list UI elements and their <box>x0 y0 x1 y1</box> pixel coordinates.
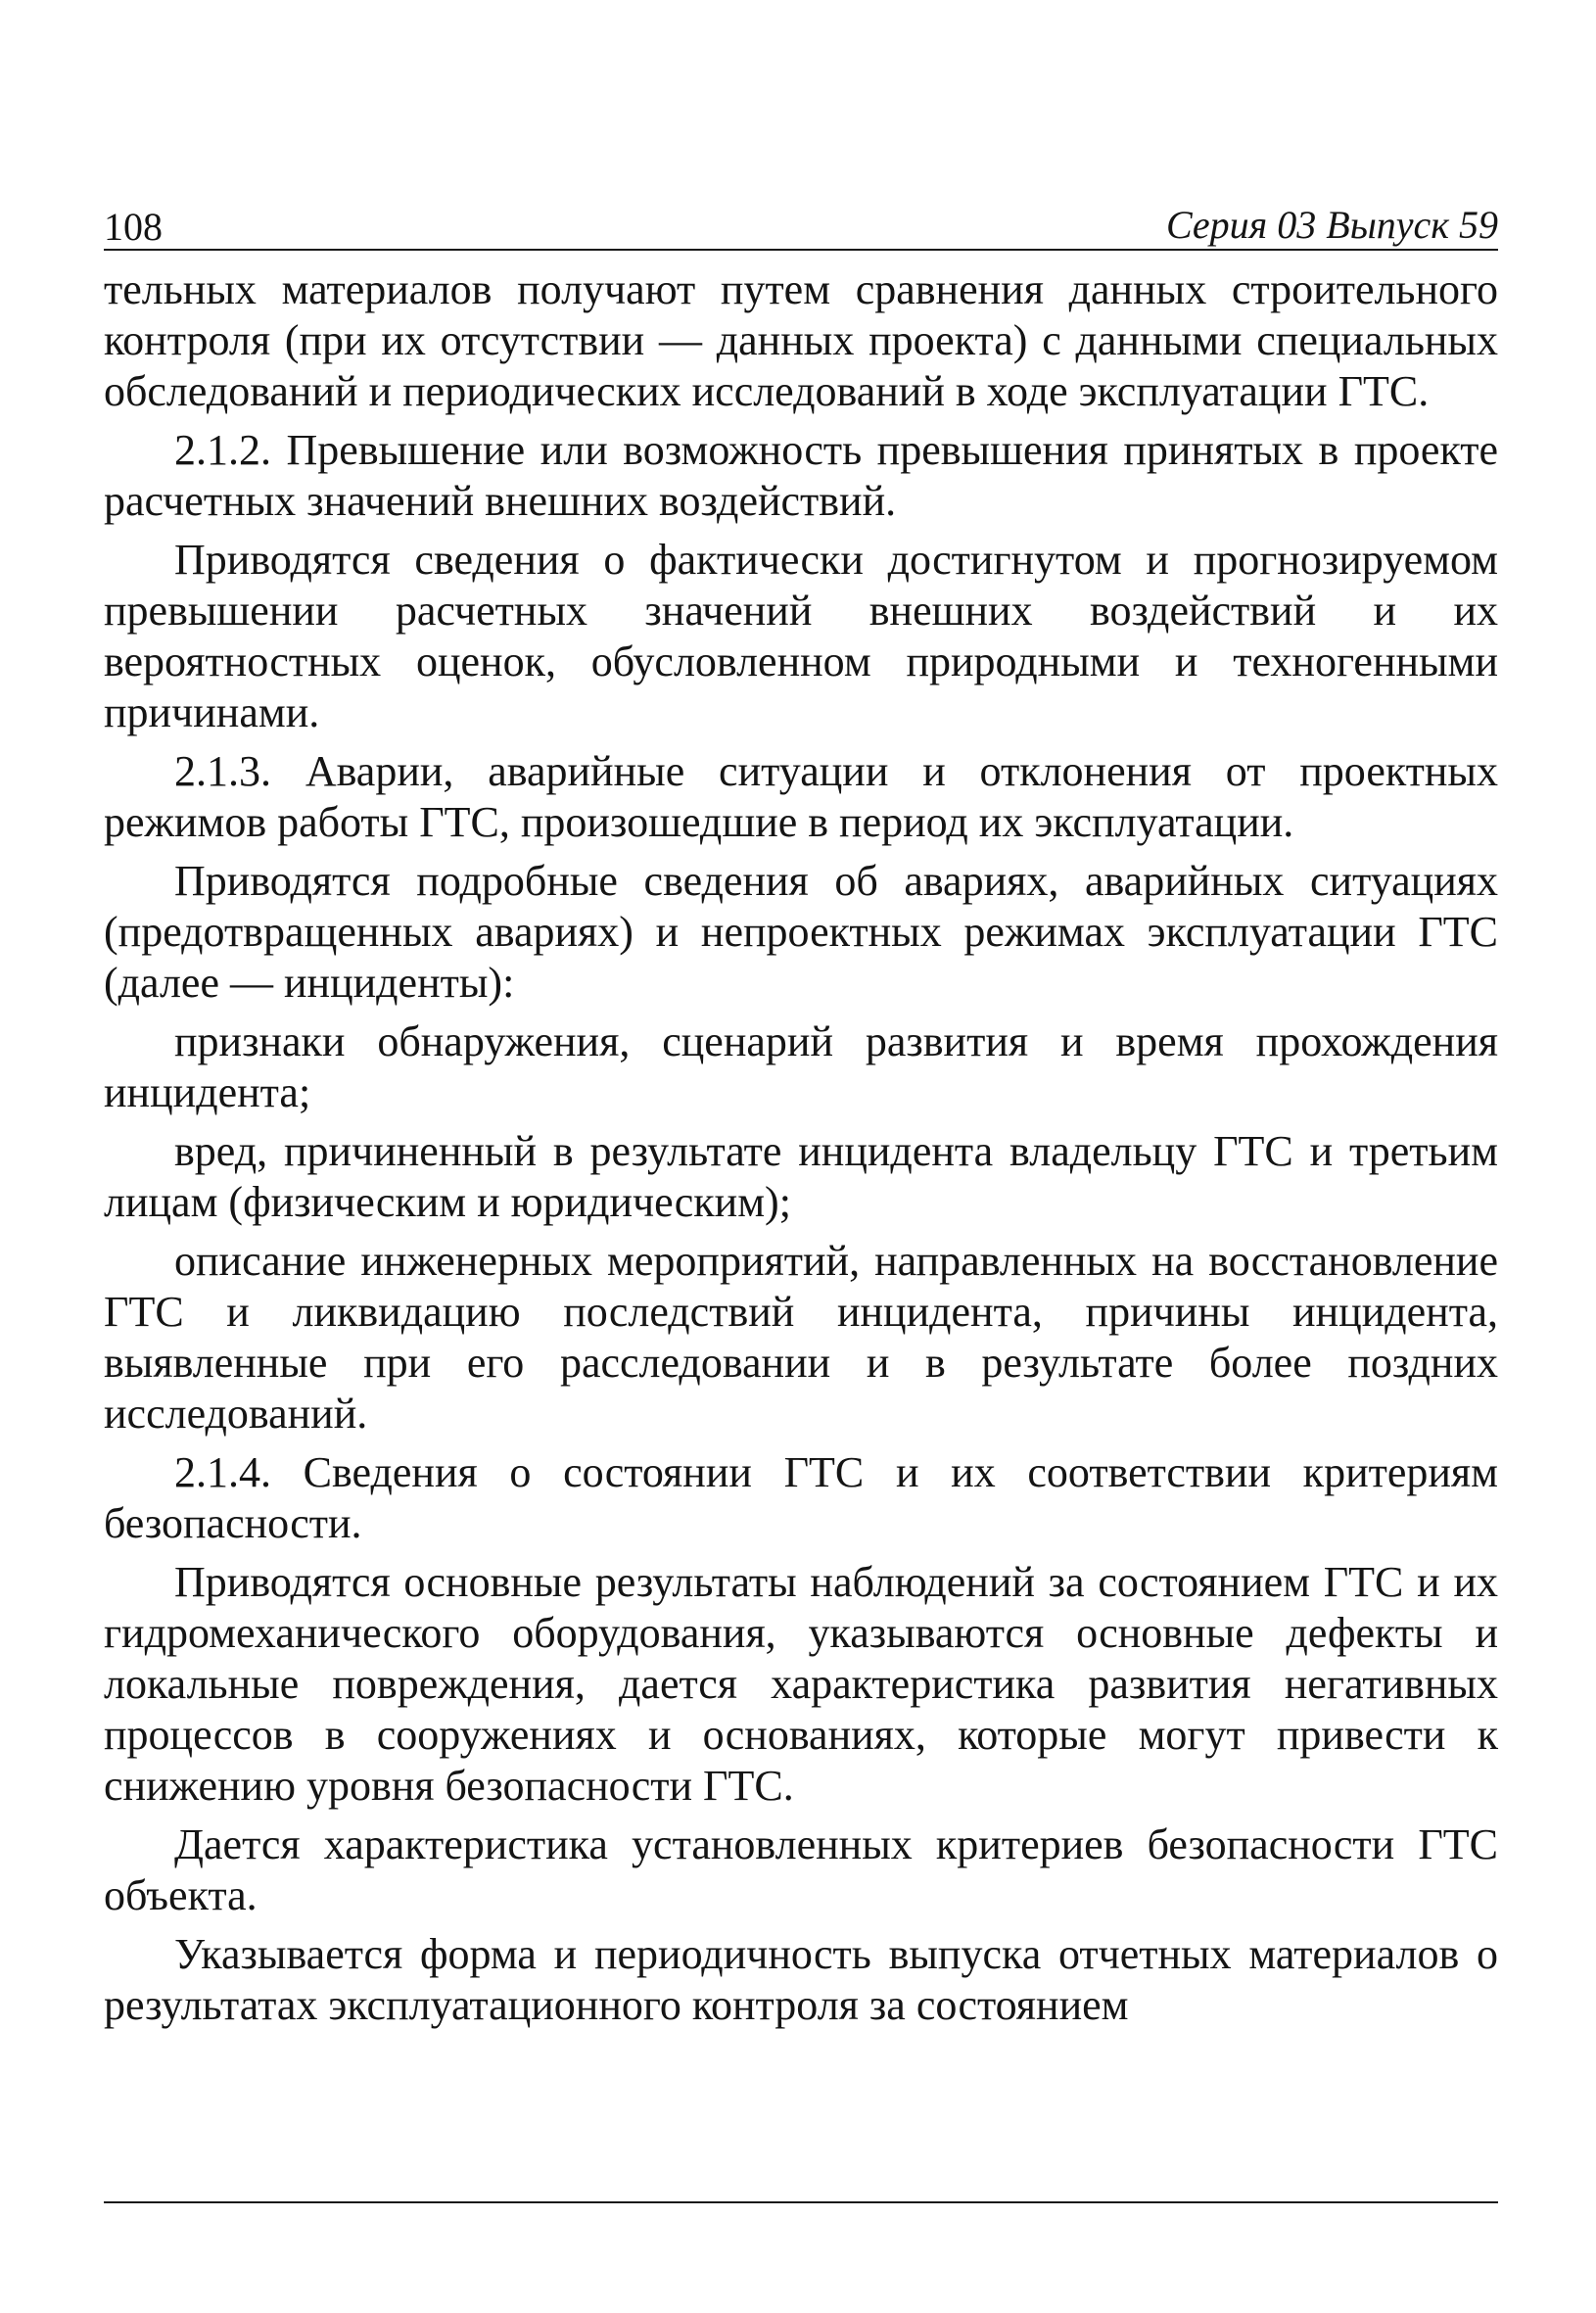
series-title: Серия 03 Выпуск 59 <box>1165 203 1498 247</box>
list-item: признаки обнаружения, сценарий развития и время прохождения инцидента; <box>104 1017 1498 1116</box>
list-item: описание инженерных мероприятий, направленных на восстановление ГТС и ликвидацию последствий инцидента, причины инцидента, выявленные при его расследовании и в результате более поздних исследований. <box>104 1237 1498 1438</box>
footer-rule <box>104 2201 1498 2203</box>
paragraph: Дается характеристика установленных критериев безопасности ГТС объекта. <box>104 1820 1498 1919</box>
section-heading-2-1-2: 2.1.2. Превышение или возможность превышения принятых в проекте расчетных значений внешних воздействий. <box>104 426 1498 525</box>
section-heading-2-1-4: 2.1.4. Сведения о состоянии ГТС и их соответствии критериям безопасности. <box>104 1448 1498 1547</box>
paragraph: Приводятся подробные сведения об авариях, аварийных ситуациях (предотвращенных авариях) и непроектных режимах эксплуатации ГТС (далее — инциденты): <box>104 857 1498 1007</box>
paragraph: Указывается форма и периодичность выпуска отчетных материалов о результатах эксплуатационного контроля за состоянием <box>104 1930 1498 2029</box>
page-number: 108 <box>104 205 163 249</box>
paragraph: Приводятся сведения о фактически достигнутом и прогнозируемом превышении расчетных значений внешних воздействий и их вероятностных оценок, обусловленном природными и техногенными причинами. <box>104 536 1498 736</box>
page-header <box>104 192 1498 251</box>
section-heading-2-1-3: 2.1.3. Аварии, аварийные ситуации и отклонения от проектных режимов работы ГТС, произошедшие в период их эксплуатации. <box>104 747 1498 846</box>
paragraph: тельных материалов получают путем сравнения данных строительного контроля (при их отсутствии — данных проекта) с данными специальных обследований и периодических исследований в ходе эксплуатации ГТС. <box>104 265 1498 415</box>
body-text <box>104 264 1498 2039</box>
list-item: вред, причиненный в результате инцидента владельцу ГТС и третьим лицам (физическим и юридическим); <box>104 1127 1498 1226</box>
paragraph: Приводятся основные результаты наблюдений за состоянием ГТС и их гидромеханического оборудования, указываются основные дефекты и локальные повреждения, дается характеристика развития негативных процессов в сооружениях и основаниях, которые могут привести к снижению уровня безопасности ГТС. <box>104 1558 1498 1810</box>
